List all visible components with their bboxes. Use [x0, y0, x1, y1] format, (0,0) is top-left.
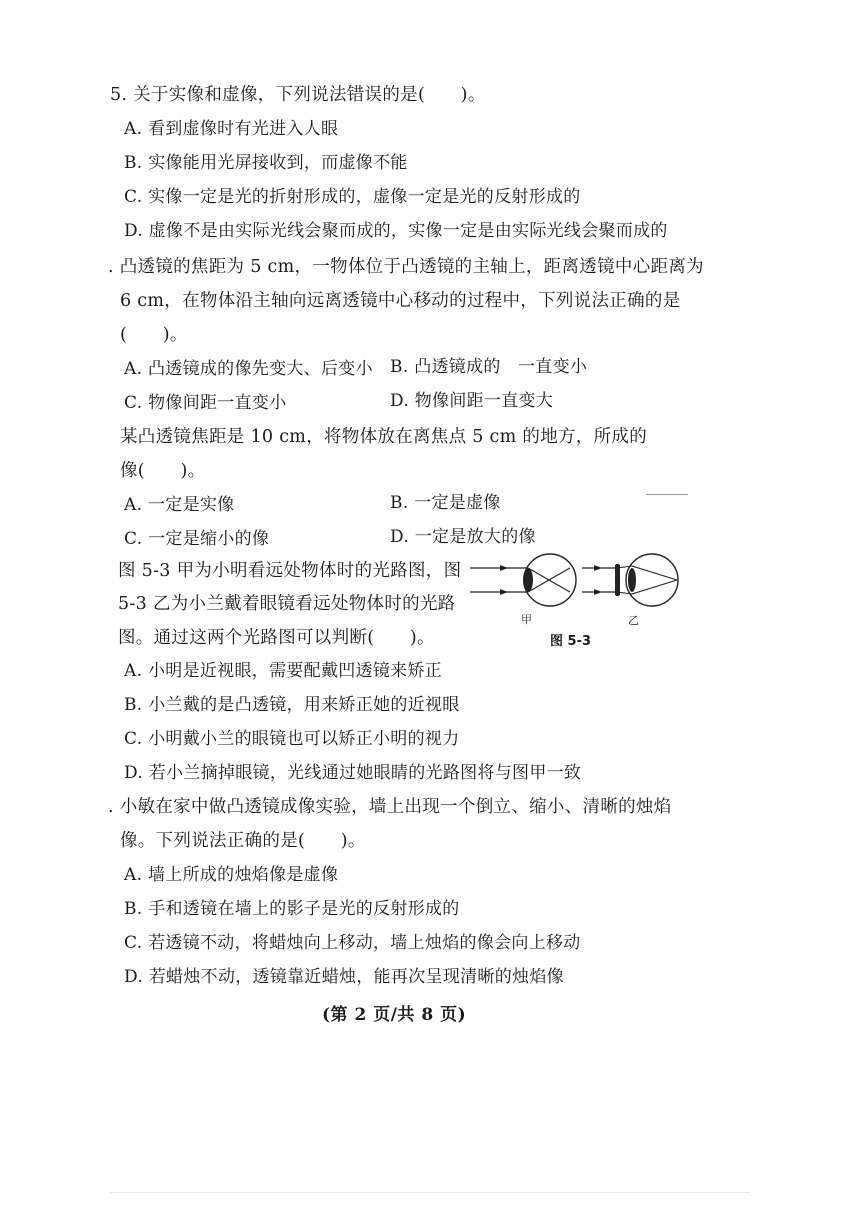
q5-option-d: D. 虚像不是由实际光线会聚而成的，实像一定是由实际光线会聚而成的: [124, 221, 668, 241]
scan-mark: [646, 494, 688, 495]
q6-stem-line-3: ( )。: [120, 325, 188, 345]
q9-option-c: C. 若透镜不动，将蜡烛向上移动，墙上烛焰的像会向上移动: [124, 933, 581, 953]
q7-option-d: D. 一定是放大的像: [390, 527, 536, 547]
figure-caption: 图 5-3: [550, 634, 592, 649]
q7-option-a: A. 一定是实像: [124, 495, 235, 515]
q8-stem-line-2: 5-3 乙为小兰戴着眼镜看远处物体时的光路: [118, 594, 456, 614]
q7-option-c: C. 一定是缩小的像: [124, 529, 270, 549]
q5-option-c: C. 实像一定是光的折射形成的，虚像一定是光的反射形成的: [124, 187, 581, 207]
q8-stem-line-3: 图。通过这两个光路图可以判断( )。: [118, 628, 435, 648]
q8-option-a: A. 小明是近视眼，需要配戴凹透镜来矫正: [124, 661, 443, 681]
scan-edge-line: [110, 1192, 750, 1193]
q9-option-d: D. 若蜡烛不动，透镜靠近蜡烛，能再次呈现清晰的烛焰像: [124, 967, 564, 987]
figure-label-jia: 甲: [521, 613, 532, 626]
q7-stem-line-1: 某凸透镜焦距是 10 cm，将物体放在离焦点 5 cm 的地方，所成的: [120, 427, 648, 447]
q7-stem-line-2: 像( )。: [120, 461, 206, 481]
q6-stem-line-2: 6 cm，在物体沿主轴向远离透镜中心移动的过程中，下列说法正确的是: [120, 291, 681, 311]
q9-stem-line-2: 像。下列说法正确的是( )。: [120, 831, 366, 851]
q6-option-c: C. 物像间距一直变小: [124, 393, 287, 413]
q5-stem: 5. 关于实像和虚像，下列说法错误的是( )。: [110, 85, 486, 105]
q9-option-a: A. 墙上所成的烛焰像是虚像: [124, 865, 339, 885]
q6-option-a: A. 凸透镜成的像先变大、后变小: [124, 359, 373, 379]
page-number-footer: (第 2 页/共 8 页): [322, 1005, 467, 1025]
eye-diagram-jia: [470, 554, 576, 606]
figure-label-yi: 乙: [628, 614, 639, 627]
q7-option-b: B. 一定是虚像: [390, 493, 501, 513]
q5-option-a: A. 看到虚像时有光进入人眼: [124, 119, 339, 139]
q8-option-c: C. 小明戴小兰的眼镜也可以矫正小明的视力: [124, 729, 460, 749]
eye-diagram-yi: [582, 554, 678, 606]
q8-stem-line-1: 图 5-3 甲为小明看远处物体时的光路图，图: [118, 561, 462, 581]
q8-option-b: B. 小兰戴的是凸透镜，用来矫正她的近视眼: [124, 695, 460, 715]
q6-option-d: D. 物像间距一直变大: [390, 391, 554, 411]
q9-option-b: B. 手和透镜在墙上的影子是光的反射形成的: [124, 899, 460, 919]
q6-option-b: B. 凸透镜成的 一直变小: [390, 357, 588, 377]
q9-stem-line-1: . 小敏在家中做凸透镜成像实验，墙上出现一个倒立、缩小、清晰的烛焰: [108, 797, 672, 817]
q5-option-b: B. 实像能用光屏接收到，而虚像不能: [124, 153, 408, 173]
q6-stem-line-1: . 凸透镜的焦距为 5 cm，一物体位于凸透镜的主轴上，距离透镜中心距离为: [108, 257, 704, 277]
q8-option-d: D. 若小兰摘掉眼镜，光线通过她眼睛的光路图将与图甲一致: [124, 763, 582, 783]
